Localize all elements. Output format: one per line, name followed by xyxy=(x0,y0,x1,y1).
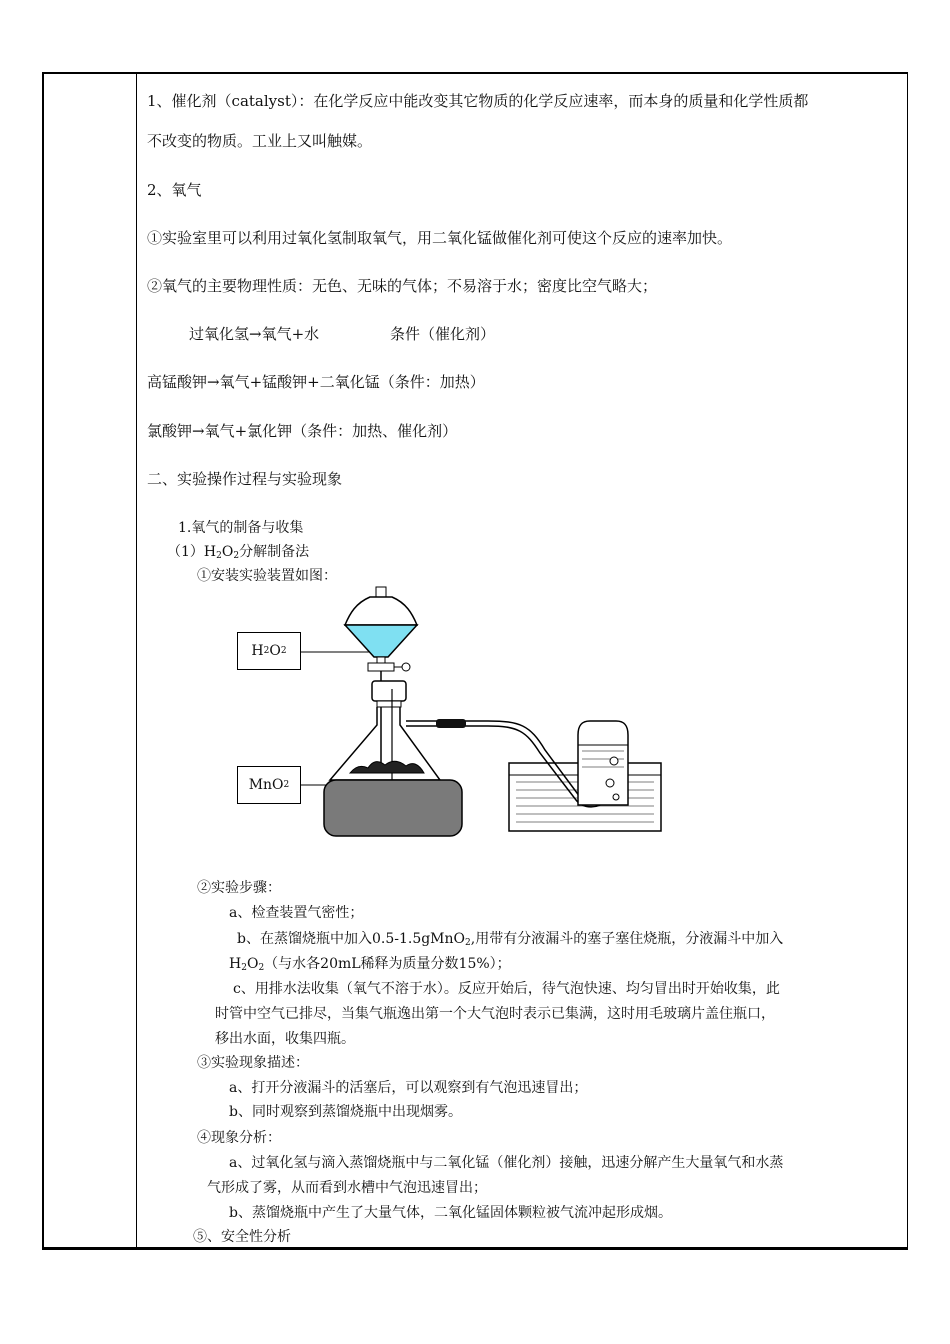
hot-plate-icon xyxy=(324,780,462,836)
phenomena-a: a、打开分液漏斗的活塞后，可以观察到有气泡迅速冒出； xyxy=(229,1080,588,1096)
conical-flask-icon xyxy=(330,681,440,781)
reaction-potassium-permanganate: 高锰酸钾→氧气+锰酸钾+二氧化锰（条件：加热） xyxy=(147,373,485,391)
table-left-border xyxy=(42,72,44,1250)
h2o2-method-heading: $(1)H_2O_2$分解制备法 xyxy=(167,544,310,561)
step-c-line2: 时管中空气已排尽，当集气瓶逸出第一个大气泡时表示已集满，这时用毛玻璃片盖住瓶口， xyxy=(215,1006,775,1022)
catalyst-definition-line1: 1、催化剂（catalyst）：在化学反应中能改变其它物质的化学反应速率，而本身的质量和化学性质都 xyxy=(147,92,809,110)
apparatus-diagram xyxy=(230,585,670,845)
table-right-border xyxy=(907,72,908,1250)
step-c-line1: c、用排水法收集（氧气不溶于水）。反应开始后，待气泡快速、均匀冒出时开始收集，此 xyxy=(233,981,780,997)
step-a: a、检查装置气密性； xyxy=(229,905,364,921)
mno2-label-box: MnO 2 xyxy=(237,766,301,804)
oxygen-point-2: ②氧气的主要物理性质：无色、无味的气体；不易溶于水；密度比空气略大； xyxy=(147,277,658,295)
experiment-process-heading: 二、实验操作过程与实验现象 xyxy=(147,470,343,488)
table-bottom-border xyxy=(42,1247,908,1250)
analysis-a-line1: a、过氧化氢与滴入蒸馏烧瓶中与二氧化锰（催化剂）接触，迅速分解产生大量氧气和水蒸 xyxy=(229,1155,784,1171)
separatory-funnel-icon xyxy=(345,587,417,765)
phenomena-b: b、同时观察到蒸馏烧瓶中出现烟雾。 xyxy=(229,1104,462,1120)
step-b-line1: b、在蒸馏烧瓶中加入0.5-1.5gMnO$_2$,用带有分液漏斗的塞子塞住烧瓶，分液漏斗中加入 xyxy=(237,931,784,948)
install-apparatus-text: ①安装实验装置如图： xyxy=(197,568,337,584)
step-c-line3: 移出水面，收集四瓶。 xyxy=(215,1031,355,1047)
oxygen-heading: 2、氧气 xyxy=(147,181,202,199)
steps-heading: ②实验步骤： xyxy=(197,880,281,896)
gas-collection-bottle-icon xyxy=(578,721,628,805)
table-top-border xyxy=(42,72,908,74)
analysis-b: b、蒸馏烧瓶中产生了大量气体，二氧化锰固体颗粒被气流冲起形成烟。 xyxy=(229,1205,672,1221)
safety-heading: ⑤、安全性分析 xyxy=(193,1229,291,1245)
analysis-heading: ④现象分析： xyxy=(197,1130,281,1146)
phenomena-heading: ③实验现象描述： xyxy=(197,1055,309,1071)
catalyst-definition-line2: 不改变的物质。工业上又叫触媒。 xyxy=(147,132,373,150)
reaction-hydrogen-peroxide: 过氧化氢→氧气+水 xyxy=(189,325,320,343)
analysis-a-line2: 气形成了雾，从而看到水槽中气泡迅速冒出； xyxy=(207,1180,487,1196)
reaction-hydrogen-peroxide-condition: 条件（催化剂） xyxy=(390,325,496,343)
step-b-line2: $H_2O_2$（与水各20mL稀释为质量分数15%）； xyxy=(229,956,511,973)
table-column-divider xyxy=(136,72,137,1250)
oxygen-prep-subheading: 1.氧气的制备与收集 xyxy=(178,520,304,536)
oxygen-point-1: ①实验室里可以利用过氧化氢制取氧气，用二氧化锰做催化剂可使这个反应的速率加快。 xyxy=(147,229,733,247)
reaction-potassium-chlorate: 氯酸钾→氧气+氯化钾（条件：加热、催化剂） xyxy=(147,422,458,440)
h2o2-label-box: H 2 O 2 xyxy=(237,632,301,670)
